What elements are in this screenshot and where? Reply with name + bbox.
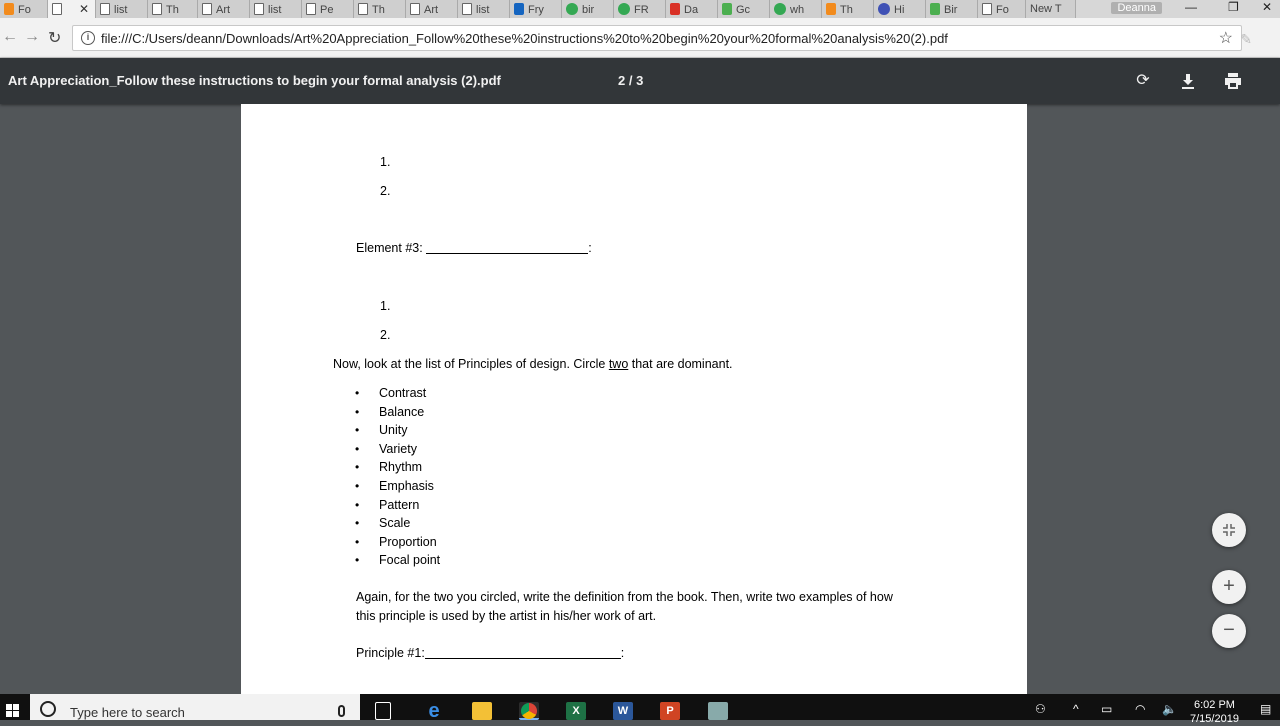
element3-label: Element #3: (356, 241, 423, 255)
download-icon[interactable] (1175, 68, 1201, 94)
browser-tab[interactable] (302, 0, 354, 18)
app-icon[interactable] (708, 702, 728, 720)
wifi-icon[interactable]: ◠ (1135, 702, 1146, 716)
document-icon (306, 3, 316, 15)
element3-suffix: : (588, 241, 592, 255)
red-app-icon (670, 3, 680, 15)
browser-tab[interactable] (250, 0, 302, 18)
browser-tab[interactable] (926, 0, 978, 18)
tab-label: Th (372, 4, 385, 16)
list-item: 2. (380, 328, 391, 342)
intro-text-end: that are dominant. (628, 357, 733, 371)
document-icon (410, 3, 420, 15)
tab-label: bir (582, 4, 595, 16)
principle1-line (356, 646, 624, 660)
tab-label: Hi (894, 4, 905, 16)
maps-icon (930, 3, 940, 15)
file-explorer-icon[interactable] (472, 702, 492, 720)
tab-label: Da (684, 4, 699, 16)
principle-item: Pattern (379, 497, 420, 512)
document-icon (254, 3, 264, 15)
taskbar (0, 694, 1280, 725)
browser-tab[interactable] (148, 0, 198, 18)
grammarly-icon (566, 3, 578, 15)
browser-tab[interactable] (718, 0, 770, 18)
browser-tab[interactable] (354, 0, 406, 18)
tab-label: list (268, 4, 282, 16)
print-icon[interactable] (1220, 68, 1246, 94)
principle1-label: Principle #1: (356, 646, 425, 660)
principle-item: Scale (379, 516, 411, 531)
fit-to-page-button[interactable] (1212, 513, 1246, 547)
document-icon (358, 3, 368, 15)
principle-item: Unity (379, 423, 408, 438)
pdf-page (241, 104, 1027, 696)
tab-label: FR (634, 4, 649, 16)
principle-item: Variety (379, 441, 417, 456)
omnibox[interactable] (72, 25, 1242, 51)
element3-blank (426, 242, 588, 254)
tab-label: Pe (320, 4, 334, 16)
browser-tab[interactable] (48, 0, 96, 18)
pdf-toolbar (0, 58, 1280, 104)
windows-start-icon[interactable] (0, 694, 28, 720)
bullet-icon: • (355, 534, 360, 549)
page-indicator[interactable]: 2 / 3 (618, 73, 644, 88)
close-tab-icon[interactable]: ✕ (78, 2, 89, 16)
browser-tab[interactable] (562, 0, 614, 18)
list-item: 2. (380, 184, 391, 198)
grammarly-icon (618, 3, 630, 15)
tab-label: Th (840, 4, 853, 16)
bullet-icon: • (355, 386, 360, 400)
task-view-icon[interactable] (375, 702, 391, 720)
people-icon[interactable]: ⚇ (1035, 702, 1046, 716)
orange-app-icon (4, 3, 14, 15)
browser-tab[interactable] (978, 0, 1026, 18)
principle-item: Rhythm (379, 460, 423, 475)
bullet-icon: • (355, 497, 360, 512)
powerpoint-icon[interactable]: P (660, 702, 680, 720)
pdf-title: Art Appreciation_Follow these instructions to begin your formal analysis (2).pdf (8, 73, 501, 88)
instructions-line-1: Again, for the two you circled, write the definition from the book. Then, write two examples of how (356, 590, 893, 604)
tab-label: Th (166, 4, 179, 16)
tab-label: Art (424, 4, 439, 16)
eye-icon (878, 3, 890, 15)
clock-time: 6:02 PM (1193, 699, 1235, 711)
browser-tab[interactable] (406, 0, 458, 18)
browser-tab[interactable] (874, 0, 926, 18)
bookmark-star-icon[interactable]: ☆ (1218, 30, 1233, 47)
chevron-up-icon[interactable]: ^ (1073, 702, 1079, 716)
profile-button[interactable]: Deanna (1111, 2, 1162, 14)
restore-icon[interactable]: ❐ (1228, 0, 1239, 14)
rotate-icon[interactable]: ⟳ (1136, 72, 1150, 89)
tab-label: Bir (944, 4, 958, 16)
microphone-icon[interactable] (338, 705, 345, 717)
tab-label: list (114, 4, 128, 16)
close-window-icon[interactable]: ✕ (1262, 0, 1273, 14)
document-icon (100, 3, 110, 15)
principle1-blank (425, 647, 621, 659)
principle1-suffix: : (620, 646, 625, 660)
tab-label: wh (790, 4, 805, 16)
bullet-icon: • (355, 516, 360, 531)
browser-tab[interactable] (96, 0, 148, 18)
intro-emphasis: two (608, 357, 629, 371)
browser-tab[interactable] (822, 0, 874, 18)
document-icon (202, 3, 212, 15)
bullet-icon: • (355, 423, 360, 438)
principle-item: Contrast (379, 386, 427, 400)
address-bar (0, 18, 1280, 58)
clock[interactable] (1190, 698, 1239, 726)
browser-tab[interactable] (770, 0, 822, 18)
document-icon (982, 3, 992, 15)
tab-label: list (476, 4, 490, 16)
tab-label: Fry (528, 4, 544, 16)
browser-tab[interactable] (458, 0, 510, 18)
principle-item: Proportion (379, 534, 437, 549)
clock-date: 7/15/2019 (1190, 713, 1239, 725)
url-text[interactable]: file:///C:/Users/deann/Downloads/Art%20Appreciation_Follow%20these%20instructions%20to%20begin%20your%20formal%20analysis%20(2).pdf (101, 31, 948, 46)
list-item: 1. (380, 155, 391, 169)
bullet-icon: • (355, 441, 360, 456)
principle-item: Focal point (379, 553, 441, 568)
bullet-icon: • (355, 479, 360, 493)
principles-intro (333, 357, 733, 371)
browser-tab[interactable] (614, 0, 666, 18)
element3-line (356, 241, 592, 255)
orange-app-icon (826, 3, 836, 15)
document-icon (152, 3, 162, 15)
tab-label: Fo (996, 4, 1009, 16)
principle-item: Emphasis (379, 479, 434, 493)
notifications-icon[interactable]: ▤ (1260, 702, 1272, 716)
maps-icon (722, 3, 732, 15)
list-item: 1. (380, 299, 391, 313)
minimize-icon[interactable]: — (1185, 0, 1197, 14)
instructions-line-2: this principle is used by the artist in his/her work of art. (356, 609, 657, 623)
volume-icon[interactable]: 🔈 (1162, 702, 1177, 716)
tab-label: Art (216, 4, 231, 16)
back-arrow-icon[interactable]: ← (2, 28, 18, 45)
browser-tab[interactable] (666, 0, 718, 18)
browser-tab[interactable] (510, 0, 562, 18)
zoom-out-button[interactable]: − (1212, 614, 1246, 648)
battery-icon[interactable]: ▭ (1101, 702, 1113, 716)
reload-icon[interactable]: ↻ (48, 30, 62, 47)
tab-label: Gc (736, 4, 751, 16)
google-icon (774, 3, 786, 15)
zoom-in-button[interactable]: + (1212, 570, 1246, 604)
search-icon (40, 701, 56, 717)
document-icon (52, 3, 62, 15)
word-icon[interactable]: W (613, 702, 633, 720)
info-icon[interactable]: i (81, 31, 95, 45)
forward-arrow-icon[interactable]: → (24, 28, 40, 45)
chrome-icon[interactable] (519, 702, 539, 720)
excel-icon[interactable]: X (566, 702, 586, 720)
browser-tab[interactable] (198, 0, 250, 18)
taskbar-search[interactable] (30, 694, 360, 720)
principle-item: Balance (379, 404, 425, 419)
browser-tab[interactable] (1026, 0, 1076, 18)
tab-label: Fo (18, 4, 31, 16)
outlook-icon (514, 3, 524, 15)
tab-strip (0, 0, 1280, 18)
browser-tab[interactable] (0, 0, 48, 18)
bullet-icon: • (355, 553, 360, 568)
search-placeholder: Type here to search (70, 705, 185, 720)
bullet-icon: • (355, 404, 360, 419)
intro-text: Now, look at the list of Principles of design. Circle (333, 357, 609, 371)
document-icon (462, 3, 472, 15)
bullet-icon: • (355, 460, 360, 475)
extension-icon[interactable]: ✎ (1240, 31, 1252, 47)
edge-icon[interactable]: e (428, 700, 440, 722)
tab-label: New T (1030, 3, 1062, 15)
